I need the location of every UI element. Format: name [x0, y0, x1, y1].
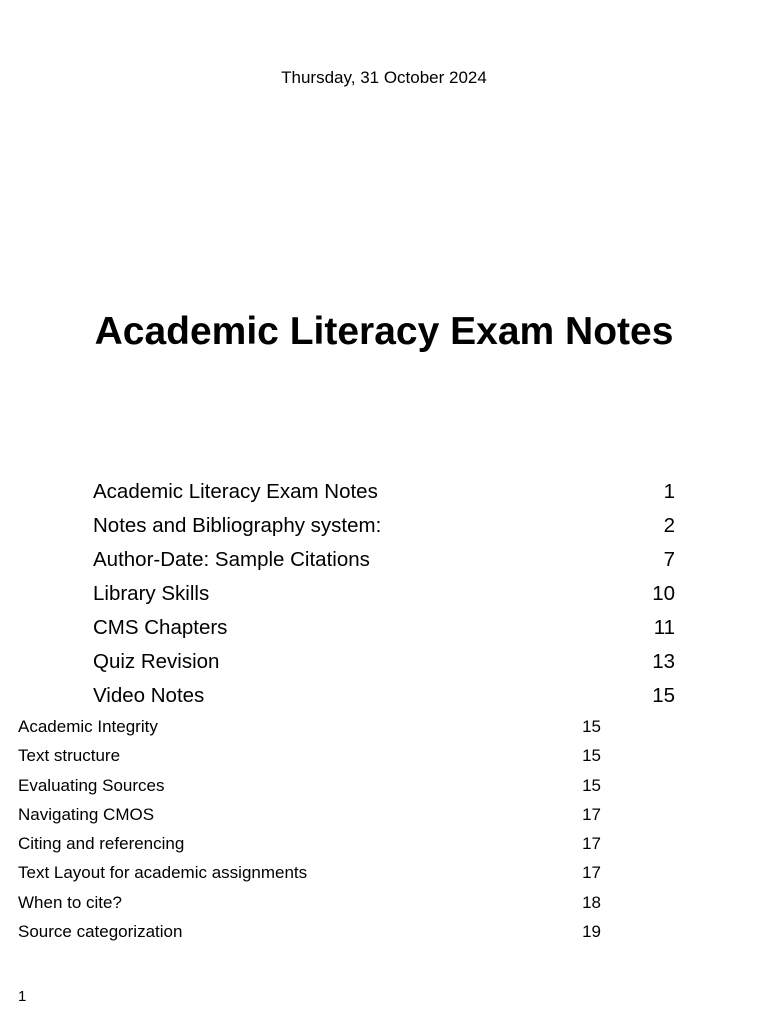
toc-subentry-page: 19: [582, 922, 601, 942]
toc-entry-page: 10: [652, 582, 675, 605]
toc-entry[interactable]: [93, 577, 675, 611]
toc-subentry-label: Navigating CMOS: [18, 804, 155, 824]
toc-entry[interactable]: [93, 509, 675, 543]
toc-entry-label: Quiz Revision: [93, 650, 220, 673]
toc-entry-page: 13: [652, 650, 675, 673]
toc-entry-page: 11: [653, 616, 675, 639]
toc-entry[interactable]: [93, 543, 675, 577]
toc-subentry-label: Evaluating Sources: [18, 775, 165, 795]
toc-entry-label: Video Notes: [93, 684, 205, 707]
toc-subentry-label: Text Layout for academic assignments: [18, 863, 308, 883]
toc-entry-page: 7: [663, 548, 675, 571]
toc-subentry-label: Source categorization: [18, 922, 183, 942]
toc-subentry[interactable]: [18, 800, 601, 829]
toc-entry-page: 1: [663, 480, 675, 503]
toc-entry-page: 2: [663, 514, 675, 537]
toc-subentry[interactable]: [18, 741, 601, 770]
document-title: Academic Literacy Exam Notes: [94, 310, 674, 353]
toc-subentry[interactable]: [18, 917, 601, 946]
toc-subentry-page: 15: [582, 775, 601, 795]
toc-entry-label: Academic Literacy Exam Notes: [93, 480, 378, 503]
toc-entry-label: Library Skills: [93, 582, 210, 605]
toc-entry-label: Notes and Bibliography system:: [93, 514, 382, 537]
table-of-contents-subsections: [18, 712, 601, 946]
toc-subentry-page: 17: [582, 804, 601, 824]
toc-subentry-label: When to cite?: [18, 892, 122, 912]
toc-subentry-page: 15: [582, 717, 601, 736]
toc-entry[interactable]: [93, 475, 675, 509]
toc-subentry-label: Text structure: [18, 746, 121, 766]
toc-entry-label: Author-Date: Sample Citations: [93, 548, 370, 571]
document-date: Thursday, 31 October 2024: [281, 68, 487, 87]
toc-entry[interactable]: [93, 679, 675, 713]
toc-entry[interactable]: [93, 645, 675, 679]
toc-subentry-label: Academic Integrity: [18, 717, 158, 736]
toc-subentry[interactable]: [18, 712, 601, 741]
toc-subentry[interactable]: [18, 829, 601, 858]
toc-subentry-page: 15: [582, 746, 601, 766]
toc-subentry-label: Citing and referencing: [18, 834, 185, 854]
toc-entry[interactable]: [93, 611, 675, 645]
toc-subentry-page: 17: [582, 863, 601, 883]
table-of-contents: [93, 475, 675, 713]
toc-subentry-page: 17: [582, 834, 601, 854]
toc-subentry[interactable]: [18, 888, 601, 917]
toc-subentry[interactable]: [18, 771, 601, 800]
page-number: 1: [18, 988, 27, 1005]
toc-entry-page: 15: [652, 684, 675, 707]
toc-subentry-page: 18: [582, 892, 601, 912]
toc-subentry[interactable]: [18, 858, 601, 887]
toc-entry-label: CMS Chapters: [93, 616, 228, 639]
